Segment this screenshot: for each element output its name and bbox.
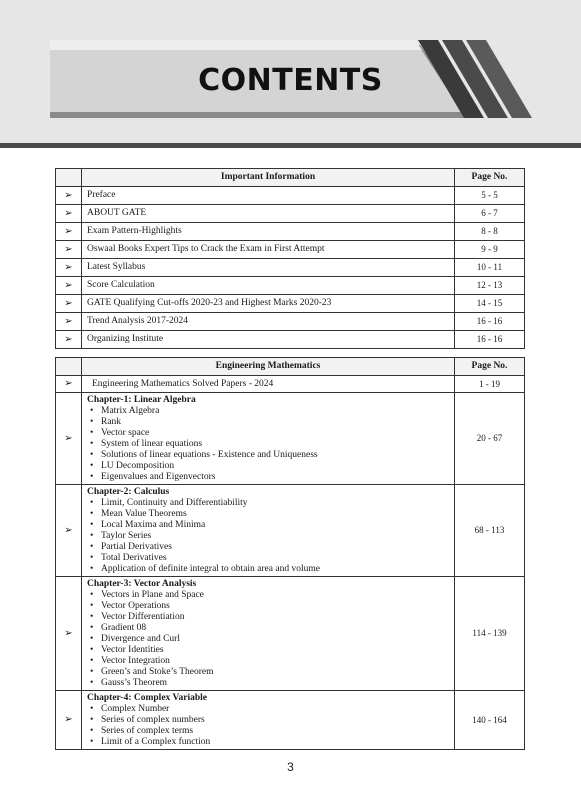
contents-row[interactable] [56,205,525,223]
section-heading: Engineering Mathematics [82,358,455,376]
entry-pages: 12 - 13 [455,277,525,295]
contents-row[interactable] [56,277,525,295]
topic-item: • System of linear equations [87,439,454,450]
arrowhead-icon: ➢ [56,376,82,393]
table-header-row [56,169,525,187]
topic-item: • Partial Derivatives [87,542,454,553]
topic-item: • Matrix Algebra [87,406,454,417]
solved-papers-row[interactable] [56,376,525,393]
entry-pages: 5 - 5 [455,187,525,205]
contents-row[interactable] [56,187,525,205]
chapter-row[interactable] [56,577,525,691]
topic-item: • Vector Differentiation [87,612,454,623]
topic-item: • Vector Integration [87,656,454,667]
topic-item: • Gradient 08 [87,623,454,634]
arrow-column-header [56,358,82,376]
table-header-row [56,358,525,376]
topic-item: • Gauss’s Theorem [87,678,454,689]
arrowhead-icon: ➢ [56,295,82,313]
topic-item: • Local Maxima and Minima [87,520,454,531]
contents-row[interactable] [56,241,525,259]
arrowhead-icon: ➢ [56,485,82,577]
topic-item: • Rank [87,417,454,428]
topic-item: • Green’s and Stoke’s Theorem [87,667,454,678]
entry-label: ABOUT GATE [82,205,455,223]
entry-label: Trend Analysis 2017-2024 [82,313,455,331]
chapter-title: Chapter-2: Calculus [87,487,170,497]
chapter-pages: 20 - 67 [455,393,525,485]
entry-label: Oswaal Books Expert Tips to Crack the Exam in First Attempt [82,241,455,259]
chapter-pages: 68 - 113 [455,485,525,577]
chapter-title: Chapter-4: Complex Variable [87,693,207,703]
topic-item: • Mean Value Theorems [87,509,454,520]
topic-item: • Complex Number [87,704,454,715]
topic-item: • Total Derivatives [87,553,454,564]
entry-label: GATE Qualifying Cut-offs 2020-23 and Highest Marks 2020-23 [82,295,455,313]
chapter-cell [82,393,455,485]
arrowhead-icon: ➢ [56,577,82,691]
entry-label: Latest Syllabus [82,259,455,277]
topic-item: • Vector Operations [87,601,454,612]
topic-item: • Vector Identities [87,645,454,656]
topic-list [87,590,454,689]
topic-item: • Limit of a Complex function [87,737,454,748]
topic-item: • Divergence and Curl [87,634,454,645]
entry-label: Preface [82,187,455,205]
chapter-pages: 114 - 139 [455,577,525,691]
arrow-column-header [56,169,82,187]
entry-pages: 16 - 16 [455,313,525,331]
topic-list [87,704,454,748]
contents-row[interactable] [56,313,525,331]
topic-item: • Series of complex terms [87,726,454,737]
page-column-header: Page No. [455,169,525,187]
entry-pages: 9 - 9 [455,241,525,259]
chapter-row[interactable] [56,393,525,485]
arrowhead-icon: ➢ [56,691,82,750]
arrowhead-icon: ➢ [56,259,82,277]
topic-item: • Application of definite integral to obtain area and volume [87,564,454,575]
chapter-cell [82,691,455,750]
topic-item: • LU Decomposition [87,461,454,472]
chapter-cell [82,577,455,691]
entry-pages: 16 - 16 [455,331,525,349]
solved-papers-label: Engineering Mathematics Solved Papers - 2024 [82,376,455,393]
topic-item: • Series of complex numbers [87,715,454,726]
arrowhead-icon: ➢ [56,277,82,295]
topic-item: • Vector space [87,428,454,439]
entry-pages: 8 - 8 [455,223,525,241]
entry-label: Score Calculation [82,277,455,295]
contents-row[interactable] [56,223,525,241]
arrowhead-icon: ➢ [56,331,82,349]
topic-item: • Taylor Series [87,531,454,542]
important-info-table [55,168,525,349]
engineering-math-table [55,357,525,750]
chapter-title: Chapter-3: Vector Analysis [87,579,197,589]
topic-list [87,406,454,483]
entry-pages: 10 - 11 [455,259,525,277]
solved-papers-pages: 1 - 19 [455,376,525,393]
arrowhead-icon: ➢ [56,205,82,223]
page-number: 3 [287,760,294,774]
section-heading: Important Information [82,169,455,187]
entry-label: Organizing Institute [82,331,455,349]
chapter-title: Chapter-1: Linear Algebra [87,395,196,405]
contents-row[interactable] [56,295,525,313]
topic-list [87,498,454,575]
arrowhead-icon: ➢ [56,313,82,331]
banner-highlight [50,40,422,50]
arrowhead-icon: ➢ [56,241,82,259]
entry-label: Exam Pattern-Highlights [82,223,455,241]
topic-item: • Eigenvalues and Eigenvectors [87,472,454,483]
topic-item: • Limit, Continuity and Differentiability [87,498,454,509]
topic-item: • Vectors in Plane and Space [87,590,454,601]
arrowhead-icon: ➢ [56,393,82,485]
contents-row[interactable] [56,331,525,349]
arrowhead-icon: ➢ [56,187,82,205]
chapter-row[interactable] [56,485,525,577]
chapter-row[interactable] [56,691,525,750]
entry-pages: 6 - 7 [455,205,525,223]
page-title: CONTENTS [198,63,383,98]
topic-item: • Solutions of linear equations - Existence and Uniqueness [87,450,454,461]
chapter-cell [82,485,455,577]
page-column-header: Page No. [455,358,525,376]
entry-pages: 14 - 15 [455,295,525,313]
arrowhead-icon: ➢ [56,223,82,241]
contents-row[interactable] [56,259,525,277]
header-rule [0,143,581,148]
chapter-pages: 140 - 164 [455,691,525,750]
